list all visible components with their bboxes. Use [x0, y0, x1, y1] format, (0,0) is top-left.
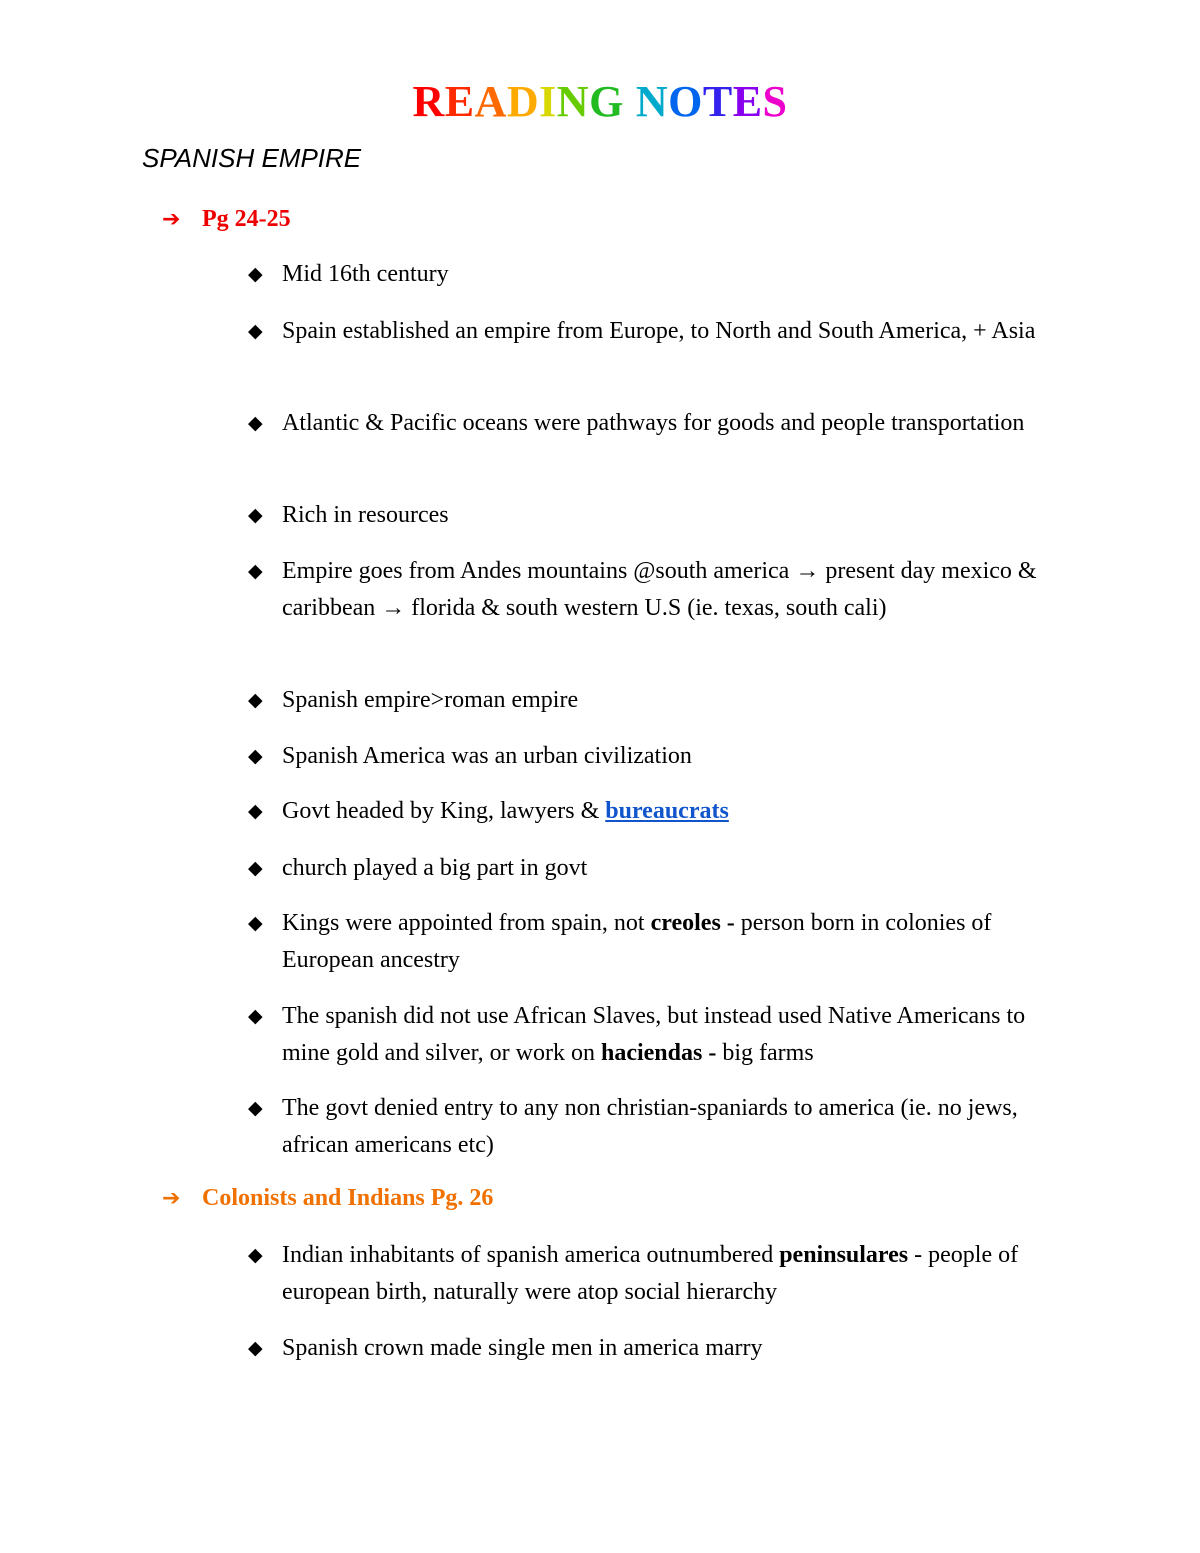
arrow-right-icon: ➔ [162, 1186, 181, 1211]
text-run: person born in colonies of European ancestry [282, 910, 992, 973]
list-item [248, 553, 1068, 627]
title-letter: O [668, 77, 703, 126]
list-item-text [282, 1330, 1068, 1367]
list-item [248, 497, 1068, 534]
title-letter: A [474, 77, 507, 126]
text-run: The govt denied entry to any non christian-spaniards to america (ie. no jews, african americans etc) [282, 1095, 1018, 1158]
text-run: The spanish did not use African Slaves, but instead used Native Americans to mine gold and silver, or work on [282, 1003, 1026, 1066]
list-item [248, 998, 1068, 1072]
text-run: Govt headed by King, lawyers & [282, 798, 606, 824]
title-letter: E [732, 77, 763, 126]
list-item [248, 313, 1068, 350]
list-item [248, 738, 1068, 775]
title-letter: R [412, 77, 445, 126]
bold-term: haciendas - [600, 1040, 717, 1066]
list-item-text [282, 905, 1068, 979]
list-item [248, 905, 1068, 979]
section-label: Colonists and Indians Pg. 26 [202, 1185, 494, 1211]
bold-term: peninsulares [779, 1242, 909, 1268]
title-letter: D [506, 77, 540, 126]
list-item [248, 682, 1068, 719]
text-run: Spanish America was an urban civilization [282, 743, 692, 769]
text-run: big farms [716, 1040, 814, 1066]
list-item-text [282, 1090, 1068, 1164]
text-run: Spanish empire>roman empire [282, 687, 579, 713]
text-run: Atlantic & Pacific oceans were pathways for goods and people transportation [282, 410, 1025, 436]
list-item-text [282, 998, 1068, 1072]
list-item [248, 1330, 1068, 1367]
title-letter: E [444, 77, 475, 126]
diamond-bullet-icon: ◆ [248, 857, 263, 879]
list-item-text [282, 256, 1068, 293]
title-letter: N [556, 77, 590, 126]
diamond-bullet-icon: ◆ [248, 689, 263, 711]
page-title [0, 72, 1200, 132]
section-header [162, 1181, 493, 1216]
text-run: Indian inhabitants of spanish america outnumbered [282, 1242, 780, 1268]
list-item [248, 1237, 1068, 1311]
list-item [248, 1090, 1068, 1164]
text-run: Spanish crown made single men in america marry [282, 1335, 763, 1361]
diamond-bullet-icon: ◆ [248, 1337, 263, 1359]
diamond-bullet-icon: ◆ [248, 560, 263, 582]
diamond-bullet-icon: ◆ [248, 1005, 263, 1027]
title-letter: T [702, 77, 733, 126]
title-letter: G [589, 77, 624, 126]
text-run: Rich in resources [282, 502, 449, 528]
diamond-bullet-icon: ◆ [248, 745, 263, 767]
diamond-bullet-icon: ◆ [248, 800, 263, 822]
list-item [248, 850, 1068, 887]
title-letter: I [539, 77, 557, 126]
title-letter [624, 72, 636, 132]
list-item [248, 256, 1068, 293]
title-letter: N [635, 77, 669, 126]
diamond-bullet-icon: ◆ [248, 1244, 263, 1266]
diamond-bullet-icon: ◆ [248, 1097, 263, 1119]
list-item-text [282, 313, 1068, 350]
list-item [248, 793, 1068, 830]
text-run: - people of european birth, naturally were atop social hierarchy [282, 1242, 1019, 1305]
diamond-bullet-icon: ◆ [248, 412, 263, 434]
text-run: church played a big part in govt [282, 855, 588, 881]
title-letter: S [762, 77, 788, 126]
diamond-bullet-icon: ◆ [248, 320, 263, 342]
diamond-bullet-icon: ◆ [248, 263, 263, 285]
text-run: Kings were appointed from spain, not [282, 910, 651, 936]
list-item-text [282, 850, 1068, 887]
section-label: Pg 24-25 [202, 206, 291, 232]
section-header [162, 202, 291, 237]
text-run: Spain established an empire from Europe, to North and South America, + Asia [282, 318, 1036, 344]
text-run: Empire goes from Andes mountains @south america → present day mexico & caribbean → florida & south western U.S (ie. texas, south cali) [282, 558, 1037, 621]
list-item-text [282, 682, 1068, 719]
section-heading: SPANISH EMPIRE [142, 143, 362, 173]
diamond-bullet-icon: ◆ [248, 912, 263, 934]
bold-term: creoles - [650, 910, 735, 936]
list-item [248, 405, 1068, 442]
arrow-right-icon: ➔ [162, 207, 181, 232]
list-item-text [282, 1237, 1068, 1311]
list-item-text [282, 497, 1068, 534]
link-bureaucrats[interactable]: bureaucrats [605, 798, 729, 824]
list-item-text [282, 553, 1068, 627]
diamond-bullet-icon: ◆ [248, 504, 263, 526]
text-run: Mid 16th century [282, 261, 449, 287]
list-item-text [282, 738, 1068, 775]
list-item-text [282, 793, 1068, 830]
list-item-text [282, 405, 1068, 442]
